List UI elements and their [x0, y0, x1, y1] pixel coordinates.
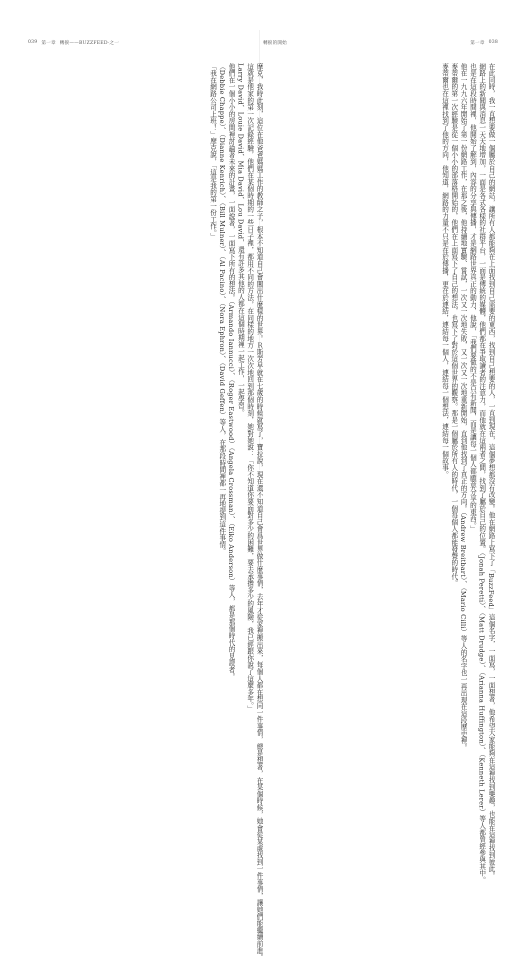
paragraph: 他們在一個小小的房間裡討論著未來的計畫，一面說著，一面寫下所有的想法。（Armando Iannucci）、（Roger Eastwood）（Angela Crossman）、（Eiko Anderson）等人，都是那個時代的見證者。: [227, 63, 236, 680]
paragraph: 麥蒂爾也在這裡找到了他的方向，他知道，網路的力量不只是在於傳播，更在於連結，連結每一個人，連結每一個想法，連結每一個故事。: [440, 63, 449, 478]
paragraph: 「我在網路公司上班！」摩克說，「這是我的第一份工作。」: [208, 63, 217, 240]
paragraph: 摩克，我時此刻，這位在他爸爸媽媽工作的教師之子，根本不知道自己會闖出什麼樣的世界。Ｒ斯芳早就在七歲的時候就寫了，寶拉說，現在還不知道自己會爲世界做什麼事情，去年才從家裡搬出來，每個人都在想同一件事情，總是想著，在某個時候，她會從某處找到一件事情，讓她們能繼續前進。: [255, 63, 263, 961]
left-section-title: 轉捩——BUZZFEED·之一: [59, 41, 119, 46]
right-chapter: 第一章: [470, 41, 485, 46]
paragraph: Larry David、Louie David、Mia David、Lou David，還有許多其他的人都在這個時期裡一起工作，一起學習。: [236, 63, 245, 417]
right-page-header: [263, 40, 498, 46]
right-section-title: 轉捩的開始: [263, 41, 287, 46]
left-chapter: 第一章: [41, 41, 56, 46]
paragraph: （Debbie Chappe）、（Dianne Kenrich）、（Bill Mulner）、（Al Pacino）、（Nora Ephron）、（David Geffen）等人，在那段時間裡都一再地提到這件事情。: [217, 63, 226, 555]
right-page-body: [262, 63, 495, 884]
left-page-number: 039: [28, 40, 38, 45]
paragraph: 也是在這段時間裡，他開始了解到，內容的分享與傳播，才是網路世界真正的動力，他說，「我們要做的不是只有新聞，而是讓每一個人都願意分享的東西。」: [468, 63, 477, 533]
paragraph: 他在一九九六年開始了第一份網路工作，在那之後，他持續地實驗、嘗試，一次又一次地失敗，又一次又一次地重新開始，直到他找到了真正的方向。（Andrew Breitbart）、（Mario Cilli）等人的名字也一再出現在這段歷史裡。: [459, 63, 468, 752]
right-page-number: 038: [488, 40, 498, 45]
paragraph: 網路上的新聞與消息一天天地增加，一面是各式各樣的社群平台，一面是傳統的媒體，他們都在爭取讀者的注意力，而他就在這兩者之間，找到了屬於自己的位置。（Jonah Peretti）、（Matt Drudge）、（Arianna Huffington）、（Kenneth Lerer）等人都曾經參與其中。: [477, 63, 486, 884]
paragraph: 麥蒂爾的第一次經驗是從一個小小的部落格開始的，他們在上面寫下了自己的想法，也寫下了對於這個世界的觀察。那是一個屬於所有人的時代，一個每個人都能發聲的時代。: [449, 63, 458, 587]
paragraph: 這就是他家的第一次記錄經驗，他們在某個時期的一些日子裡，都用不同的方法，在同樣的地方一次次地回到那個時刻，她對她說：「你不知道你要面對多少的困難，要去承擔多少的風險，我已經跟你說了這麼多年。」: [245, 63, 254, 713]
left-page-header: [28, 40, 263, 46]
paragraph: 在此同時，我一直想要做一個屬於自己的網站，讓所有人都能夠在上面找到自己需要的東西，找到自己想要的人，一直到現在，這個夢想都沒有改變。他在網路上寫下了「BuzzFeed」這個名字，一面寫，一面想著，他希望大家能夠在這裡找到樂趣，也能在這裡找到彼此。: [487, 63, 495, 879]
left-page-body: [30, 63, 263, 961]
